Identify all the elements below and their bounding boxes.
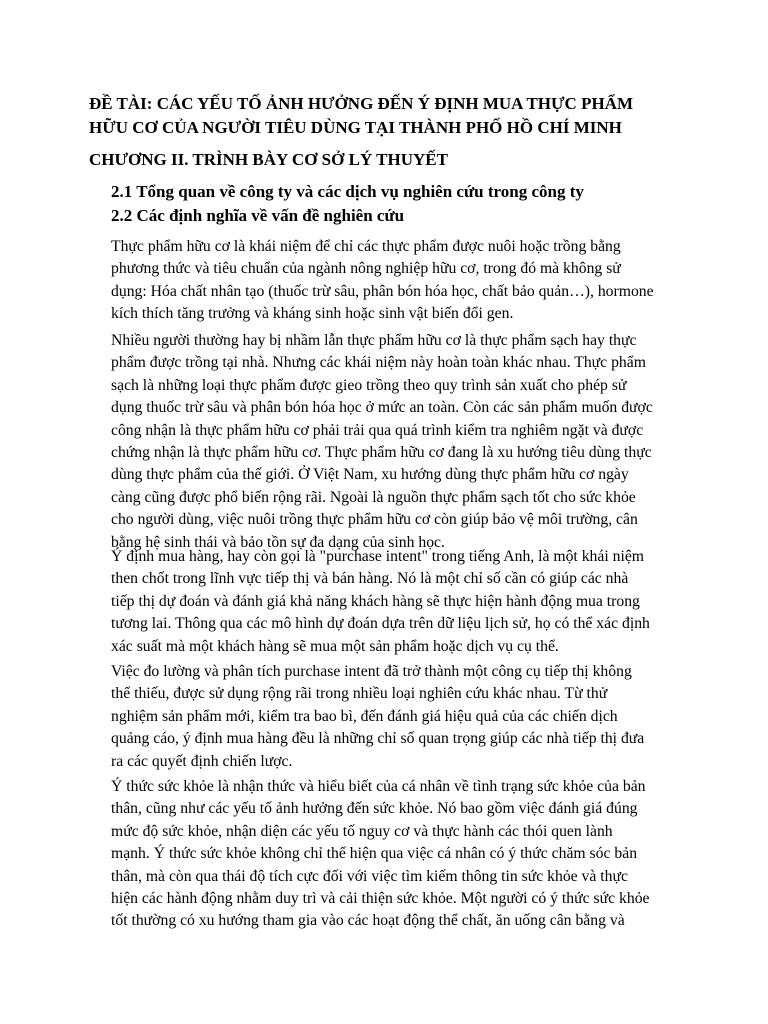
text-line: tốt thường có xu hướng tham gia vào các hoạt động thể chất, ăn uống cân bằng và	[111, 912, 625, 930]
text-line: Việc đo lường và phân tích purchase intent đã trở thành một công cụ tiếp thị không	[111, 663, 632, 680]
text-line: thân, cũng như các yếu tố ảnh hưởng đến sức khỏe. Nó bao gồm việc đánh giá đúng	[111, 800, 638, 818]
text-line: bằng hệ sinh thái và bảo tồn sự đa dạng của sinh học.	[111, 533, 445, 551]
document-title	[89, 92, 689, 140]
section-heading-2-1: 2.1 Tổng quan về công ty và các dịch vụ nghiên cứu trong công ty	[111, 182, 584, 201]
text-line: sạch là những loại thực phẩm được gieo trồng theo quy trình sản xuất cho phép sử	[111, 376, 627, 394]
text-line: công nhận là thực phẩm hữu cơ phải trải qua quá trình kiểm tra nghiêm ngặt và được	[111, 421, 644, 439]
text-line: dùng thực phẩm của thế giới. Ở Việt Nam, xu hướng dùng thực phẩm hữu cơ ngày	[111, 466, 629, 484]
text-line: tương lai. Thông qua các mô hình dự đoán dựa trên dữ liệu lịch sử, họ có thể xác định	[111, 615, 650, 633]
document-title-line: ĐỀ TÀI: CÁC YẾU TỐ ẢNH HƯỞNG ĐẾN Ý ĐỊNH MUA THỰC PHẨM	[89, 94, 634, 113]
text-line: quảng cáo, ý định mua hàng đều là những chỉ số quan trọng giúp các nhà tiếp thị đưa	[111, 730, 645, 748]
text-line: cho người dùng, việc nuôi trồng thực phẩm hữu cơ còn giúp bảo vệ môi trường, cân	[111, 511, 638, 529]
text-line: phương thức và tiêu chuẩn của ngành nông nghiệp hữu cơ, trong đó mà không sử	[111, 260, 621, 278]
text-line: thể thiếu, được sử dụng rộng rãi trong nhiều loại nghiên cứu khác nhau. Từ thử	[111, 685, 608, 703]
text-line: dụng: Hóa chất nhân tạo (thuốc trừ sâu, phân bón hóa học, chất bảo quản…), hormone	[111, 282, 654, 300]
paragraph-purchase-intent-definition	[111, 546, 685, 658]
paragraph-health-consciousness	[111, 776, 685, 933]
paragraph-organic-food-definition	[111, 236, 685, 326]
text-line: Nhiều người thường hay bị nhầm lẫn thực phẩm hữu cơ là thực phẩm sạch hay thực	[111, 332, 637, 349]
document-title-line: HỮU CƠ CỦA NGƯỜI TIÊU DÙNG TẠI THÀNH PHỐ HỒ CHÍ MINH	[89, 118, 622, 137]
text-line: Ý định mua hàng, hay còn gọi là "purchase intent" trong tiếng Anh, là một khái niệm	[111, 548, 644, 565]
text-line: thân, mà còn qua thái độ tích cực đối với việc tìm kiếm thông tin sức khỏe và thực	[111, 867, 628, 885]
text-line: tiếp thị dự đoán và đánh giá khả năng khách hàng sẽ thực hiện hành động mua trong	[111, 592, 640, 610]
text-line: càng cũng được phổ biến rộng rãi. Ngoài là nguồn thực phẩm sạch tốt cho sức khỏe	[111, 488, 636, 506]
text-line: phẩm được trồng tại nhà. Nhưng các khái niệm này hoàn toàn khác nhau. Thực phẩm	[111, 354, 646, 372]
text-line: Ý thức sức khỏe là nhận thức và hiểu biết của cá nhân về tình trạng sức khỏe của bản	[111, 778, 646, 795]
paragraph-organic-vs-clean-food	[111, 330, 685, 554]
text-line: xác suất mà một khách hàng sẽ mua một sản phẩm hoặc dịch vụ cụ thể.	[111, 637, 559, 655]
paragraph-purchase-intent-measurement	[111, 661, 685, 773]
text-line: nghiệm sản phẩm mới, kiểm tra bao bì, đến đánh giá hiệu quả của các chiến dịch	[111, 707, 618, 725]
section-heading-2-2: 2.2 Các định nghĩa về vấn đề nghiên cứu	[111, 206, 405, 225]
text-line: mức độ sức khỏe, nhận diện các yếu tố nguy cơ và thực hành các thói quen lành	[111, 822, 613, 840]
text-line: kích thích tăng trưởng và kháng sinh hoặc sinh vật biến đổi gen.	[111, 305, 514, 323]
text-line: dụng thuốc trừ sâu và phân bón hóa học ở mức an toàn. Còn các sản phẩm muốn được	[111, 399, 653, 417]
text-line: mạnh. Ý thức sức khỏe không chỉ thể hiện qua việc cá nhân có ý thức chăm sóc bản	[111, 845, 638, 863]
text-line: then chốt trong lĩnh vực tiếp thị và bán hàng. Nó là một chỉ số cần có giúp các nhà	[111, 570, 629, 588]
text-line: Thực phẩm hữu cơ là khái niệm để chỉ các thực phẩm được nuôi hoặc trồng bằng	[111, 238, 621, 255]
chapter-heading: CHƯƠNG II. TRÌNH BÀY CƠ SỞ LÝ THUYẾT	[89, 150, 448, 169]
text-line: hiện các hành động nhằm duy trì và cải thiện sức khỏe. Một người có ý thức sức khỏe	[111, 890, 650, 908]
text-line: ra các quyết định chiến lược.	[111, 752, 293, 770]
text-line: chứng nhận là thực phẩm hữu cơ. Thực phẩm hữu cơ đang là xu hướng tiêu dùng thực	[111, 444, 652, 462]
